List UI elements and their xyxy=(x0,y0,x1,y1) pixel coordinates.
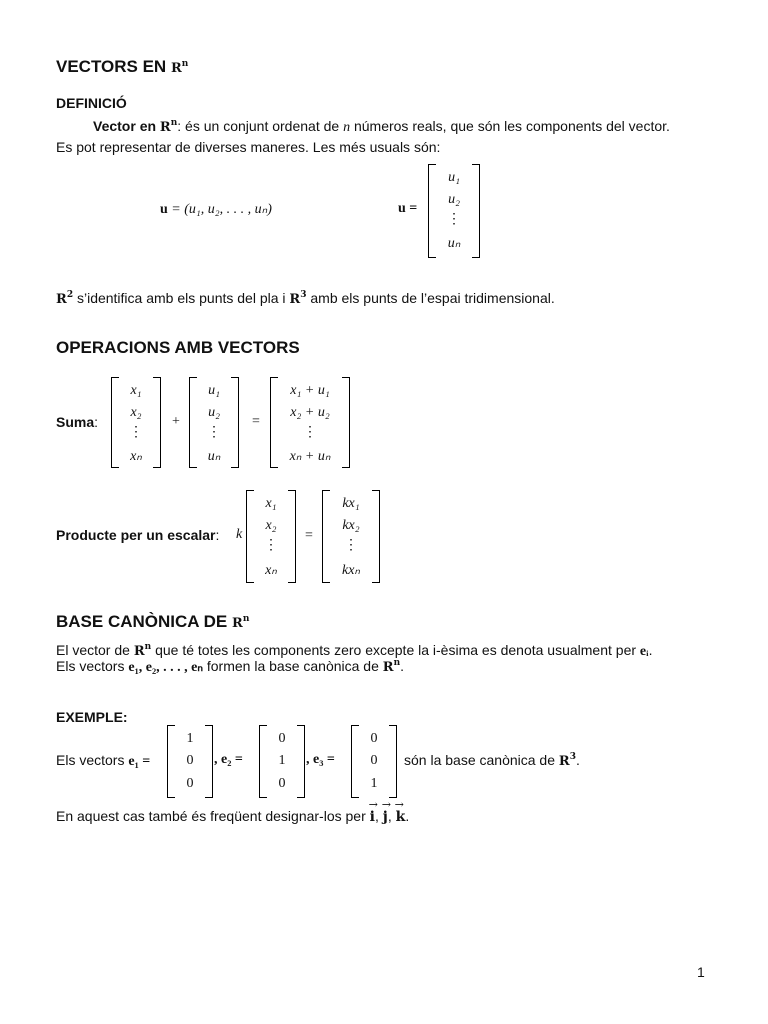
exemple-lead-text: Els vectors xyxy=(56,752,129,768)
r3-symbol: R xyxy=(289,292,301,307)
matrix-cell: uₙ xyxy=(447,236,461,251)
title-text: VECTORS EN xyxy=(56,57,171,76)
x-vector-matrix-2 xyxy=(246,491,296,581)
base-line2-sup: n xyxy=(393,658,401,668)
r2-sup: 2 xyxy=(66,290,74,300)
def-text-a: : és un conjunt ordenat de xyxy=(177,118,344,134)
r2r3-end: amb els punts de l’espai tridimensional. xyxy=(306,290,555,306)
operacions-heading: OPERACIONS AMB VECTORS xyxy=(56,338,300,357)
suma-label-text: Suma xyxy=(56,414,95,430)
matrix-cell: 0 xyxy=(186,753,194,768)
e3-label xyxy=(306,752,335,768)
row-vector-expression: = (u₁, u₂, . . . , uₙ) xyxy=(171,202,272,217)
matrix-cell: 0 xyxy=(370,753,378,768)
plus-sign: + xyxy=(172,414,180,429)
r2r3-mid: s’identifica amb els punts del pla i xyxy=(73,290,290,306)
matrix-cell: x₁ + u₁ xyxy=(290,383,330,398)
exemple-tail xyxy=(404,752,580,769)
e2-label xyxy=(214,752,243,768)
ijk-end: . xyxy=(405,808,410,824)
matrix-cell: u₁ xyxy=(208,383,220,398)
ijk-line-text: En aquest cas també és freqüent designar-los per xyxy=(56,808,370,824)
matrix-cell: ⋮ xyxy=(207,425,221,440)
vector-term: Vector en xyxy=(93,118,160,134)
def-n: n xyxy=(343,120,351,135)
matrix-cell: u₁ xyxy=(448,170,460,185)
matrix-cell: u₂ xyxy=(448,192,460,207)
title-sup: n xyxy=(181,59,189,69)
base-line2-a: Els vectors xyxy=(56,658,129,674)
r3-tail-symbol: R xyxy=(558,754,570,769)
r3-tail-sup: 3 xyxy=(569,752,576,762)
exemple-tail-text: són la base canònica de xyxy=(404,752,559,768)
page-number: 1 xyxy=(697,964,705,980)
kx-vector-matrix xyxy=(322,491,380,581)
j-vector: → j xyxy=(383,809,388,825)
matrix-cell: 0 xyxy=(278,731,286,746)
k-vector: → k xyxy=(396,809,406,825)
column-vector-matrix xyxy=(428,165,480,256)
matrix-cell: ⋮ xyxy=(344,538,358,553)
exemple-lead xyxy=(56,752,150,770)
definicio-line1 xyxy=(93,118,670,136)
i-vector: → i xyxy=(370,809,375,825)
matrix-cell: xₙ xyxy=(265,563,277,578)
u-vector-matrix xyxy=(189,378,239,466)
matrix-cell: u₂ xyxy=(208,405,220,420)
row-vector-form xyxy=(160,201,272,218)
e3-matrix xyxy=(351,726,397,796)
producte-colon: : xyxy=(215,527,220,543)
base-line1-a: El vector de xyxy=(56,642,134,658)
u-bold: u xyxy=(160,202,168,217)
base-line1-symbol: R xyxy=(133,644,145,659)
base-line2-symbol: R xyxy=(382,660,394,675)
base-line2-end: . xyxy=(400,658,405,674)
matrix-cell: 1 xyxy=(370,776,378,791)
producte-label xyxy=(56,527,219,543)
r3-sup: 3 xyxy=(300,290,307,300)
e1-matrix xyxy=(167,726,213,796)
matrix-cell: 1 xyxy=(278,753,286,768)
scalar-k: k xyxy=(236,527,243,542)
title-symbol: R xyxy=(170,61,182,76)
matrix-cell: 0 xyxy=(370,731,378,746)
base-heading-sup: n xyxy=(242,614,250,624)
base-line1-b: que té totes les components zero excepte la i-èsima es denota usualment per xyxy=(151,642,640,658)
base-line2 xyxy=(56,658,404,676)
matrix-cell: 1 xyxy=(186,731,194,746)
ijk-line xyxy=(56,808,409,825)
rn-symbol: R xyxy=(159,120,171,135)
matrix-cell: 0 xyxy=(186,776,194,791)
definicio-heading: DEFINICIÓ xyxy=(56,95,127,111)
exemple-tail-end: . xyxy=(575,752,580,768)
basis-vectors: e₁, e₂, . . . , eₙ xyxy=(128,660,203,675)
e2-label-text: , e₂ = xyxy=(214,752,243,767)
column-label-text: u = xyxy=(398,201,418,216)
sum-vector-matrix xyxy=(270,378,350,466)
matrix-cell: x₂ xyxy=(130,405,142,420)
r2-symbol: R xyxy=(56,292,67,307)
ei-symbol: eᵢ xyxy=(639,644,649,659)
matrix-cell: x₁ xyxy=(130,383,142,398)
matrix-cell: kx₂ xyxy=(342,518,360,533)
matrix-cell: xₙ xyxy=(130,449,142,464)
matrix-cell: x₂ + u₂ xyxy=(290,405,330,420)
sep-1: , xyxy=(374,808,383,824)
base-line1-sup: n xyxy=(144,642,152,652)
matrix-cell: ⋮ xyxy=(264,538,278,553)
base-line2-b: formen la base canònica de xyxy=(202,658,383,674)
page-title xyxy=(56,57,188,77)
matrix-cell: xₙ + uₙ xyxy=(289,449,331,464)
e2-matrix xyxy=(259,726,305,796)
matrix-cell: 0 xyxy=(278,776,286,791)
column-vector-label xyxy=(398,201,417,217)
base-heading-text: BASE CANÒNICA DE xyxy=(56,612,232,631)
matrix-cell: kx₁ xyxy=(342,496,360,511)
base-heading xyxy=(56,612,249,632)
matrix-cell: ⋮ xyxy=(447,212,461,227)
e3-label-text: , e₃ = xyxy=(306,752,335,767)
matrix-cell: x₂ xyxy=(265,518,277,533)
matrix-cell: ⋮ xyxy=(129,425,143,440)
exemple-heading: EXEMPLE: xyxy=(56,709,128,725)
matrix-cell: x₁ xyxy=(265,496,277,511)
matrix-cell: kxₙ xyxy=(341,563,360,578)
suma-label xyxy=(56,414,98,430)
rn-sup: n xyxy=(170,118,178,128)
base-line1-end: . xyxy=(648,642,653,658)
def-text-b: números reals, que són les components del vector. xyxy=(350,118,670,134)
sep-2: , xyxy=(387,808,396,824)
suma-colon: : xyxy=(94,414,99,430)
definicio-line2: Es pot representar de diverses maneres. Les més usuals són: xyxy=(56,139,441,155)
e1-label: e₁ = xyxy=(128,754,151,769)
r2-r3-line xyxy=(56,290,555,307)
base-heading-symbol: R xyxy=(232,616,243,631)
x-vector-matrix xyxy=(111,378,161,466)
equals-sign-2: = xyxy=(305,528,313,543)
matrix-cell: uₙ xyxy=(207,449,221,464)
producte-label-text: Producte per un escalar xyxy=(56,527,216,543)
equals-sign: = xyxy=(252,414,260,429)
matrix-cell: ⋮ xyxy=(303,425,317,440)
